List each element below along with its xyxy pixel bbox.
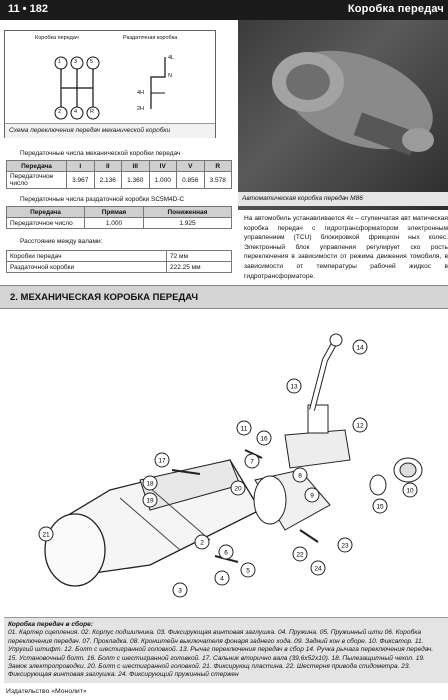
section-heading-bar xyxy=(0,285,448,309)
manual-scheme-label: Коробка передач xyxy=(35,35,79,41)
gear-3: 3 xyxy=(74,59,78,65)
table-cell: 1.000 xyxy=(85,218,144,229)
callout-label: 3 xyxy=(178,587,182,595)
gear-5: 5 xyxy=(90,59,94,65)
row-label: Передаточное число xyxy=(7,172,67,189)
transfer-scheme-label: Раздаточная коробка xyxy=(123,35,178,41)
callout-label: 10 xyxy=(406,487,414,495)
callout-label: 11 xyxy=(240,425,248,433)
callout-label: 8 xyxy=(298,472,302,480)
shift-scheme-caption: Схема переключения передач механической коробки xyxy=(5,123,215,138)
transfer-table-caption: Передаточные числа раздаточной коробки SC5M4D-C xyxy=(20,196,185,203)
gear-1: 1 xyxy=(58,59,62,65)
table-header-cell: III xyxy=(122,161,150,172)
gear-table-caption: Передаточные числа механической коробки передач xyxy=(20,150,181,157)
callout-label: 24 xyxy=(314,565,322,573)
shift-scheme-figure xyxy=(4,30,216,138)
table-row xyxy=(7,251,232,262)
callout-label: 7 xyxy=(250,458,254,466)
callout-label: 22 xyxy=(296,551,304,559)
table-header-cell: V xyxy=(177,161,205,172)
table-cell: 1.000 xyxy=(149,172,177,189)
table-cell: 1.360 xyxy=(122,172,150,189)
callout-label: 17 xyxy=(158,457,166,465)
callout-label: 19 xyxy=(146,497,154,505)
table-cell: 2.136 xyxy=(94,172,122,189)
callout-label: 23 xyxy=(341,542,349,550)
distance-table xyxy=(6,250,232,273)
transfer-2h: 2H xyxy=(137,106,145,112)
transfer-4l: 4L xyxy=(168,55,175,61)
table-row xyxy=(7,172,232,189)
table-cell: 3.967 xyxy=(67,172,95,189)
photo-caption: Автоматическая коробка передач М86 xyxy=(238,192,448,206)
table-cell: 1.925 xyxy=(143,218,231,229)
table-header-row xyxy=(7,207,232,218)
callout-label: 13 xyxy=(290,383,298,391)
table-header-cell: II xyxy=(94,161,122,172)
section-title: 2. МЕХАНИЧЕСКАЯ КОРОБКА ПЕРЕДАЧ xyxy=(10,292,199,303)
gear-4: 4 xyxy=(74,109,78,115)
callout-label: 5 xyxy=(246,567,250,575)
table-cell: 222.25 мм xyxy=(167,262,232,273)
transmission-exploded-drawing xyxy=(0,320,448,610)
table-cell: 72 мм xyxy=(167,251,232,262)
table-row xyxy=(7,218,232,229)
page-header xyxy=(0,0,448,20)
transfer-ratio-table xyxy=(6,206,232,229)
table-header-cell: Передача xyxy=(7,207,85,218)
callout-label: 15 xyxy=(376,503,384,511)
callout-label: 12 xyxy=(356,422,364,430)
transmission-photo-image xyxy=(238,20,448,192)
table-cell: Раздаточной коробки xyxy=(7,262,167,273)
callout-label: 20 xyxy=(234,485,242,493)
callout-label: 6 xyxy=(224,549,228,557)
table-header-cell: Прямая xyxy=(85,207,144,218)
gear-r: R xyxy=(90,109,94,115)
publisher-footer: Издательство «Монолит» xyxy=(6,688,87,695)
distance-caption: Расстояние между валами: xyxy=(20,238,103,245)
table-cell: Коробки передач xyxy=(7,251,167,262)
callout-label: 9 xyxy=(310,492,314,500)
gear-ratio-table xyxy=(6,160,232,189)
gear-2: 2 xyxy=(58,109,62,115)
parts-legend xyxy=(4,617,448,683)
table-header-cell: Пониженная xyxy=(143,207,231,218)
transfer-n: N xyxy=(168,73,172,79)
transfer-4h: 4H xyxy=(137,90,145,96)
shift-pattern-diagram xyxy=(5,31,217,123)
callout-label: 16 xyxy=(260,435,268,443)
automatic-transmission-photo xyxy=(238,20,448,210)
table-row xyxy=(7,262,232,273)
description-paragraph: На автомобиль устанавливается 4х – ступенчатая авт матическая коробка передач с гидротрансформатором электронным управлением (TCU) блокировкой фрикцион ных колес. Электронный блок управления регулирует ско рость переключения в зависимости от режима движения томобиля, в зависимости от температуры рабочей жидкос в гидротрансформаторе. xyxy=(244,215,448,280)
row-label: Передаточное число xyxy=(7,218,85,229)
callout-label: 18 xyxy=(146,480,154,488)
legend-text: 01. Картер сцепления. 02. Корпус подшипника. 03. Фиксирующая винтовая заглушка. 04. Пружина. 05. Пружинный шти 06. Коробка переключения передач. 07. Прокладка. 08. Кронштейн выключателя фонаря заднего хода. 09. Задний кон в сборе. 10. Фиксатор. 11. Упругий штифт. 12. Болт с шестигранной головкой. 13. Рычаг переключения передач в сбор 14. Ручка рычага переключения передач. 15. Установочный болт. 16. Болт с шестигранной головкой. 17. Сальник вторично вала (39,6х52х10). 18. Пылезащитный чехол. 19. Замок электропроводки. 20. Болт с шестигранной головкой. 21. Фиксирующ пластина. 22. Шестерня привода спидометра. 23. Фиксирующая винтовая заглушка. 24. Фиксирующий пружинный стержен xyxy=(8,629,434,679)
table-cell: 0.856 xyxy=(177,172,205,189)
chapter-title: Коробка передач xyxy=(347,3,444,15)
callout-label: 21 xyxy=(42,531,50,539)
callout-label: 4 xyxy=(220,575,224,583)
table-header-cell: R xyxy=(204,161,232,172)
table-cell: 3.578 xyxy=(204,172,232,189)
table-header-cell: Передача xyxy=(7,161,67,172)
table-header-row xyxy=(7,161,232,172)
table-header-cell: IV xyxy=(149,161,177,172)
exploded-view-diagram xyxy=(0,320,448,610)
table-header-cell: I xyxy=(67,161,95,172)
legend-title: Коробка передач в сборе: xyxy=(8,621,94,628)
callout-label: 14 xyxy=(356,344,364,352)
page-number: 11 • 182 xyxy=(8,3,48,15)
callout-label: 2 xyxy=(200,539,204,547)
